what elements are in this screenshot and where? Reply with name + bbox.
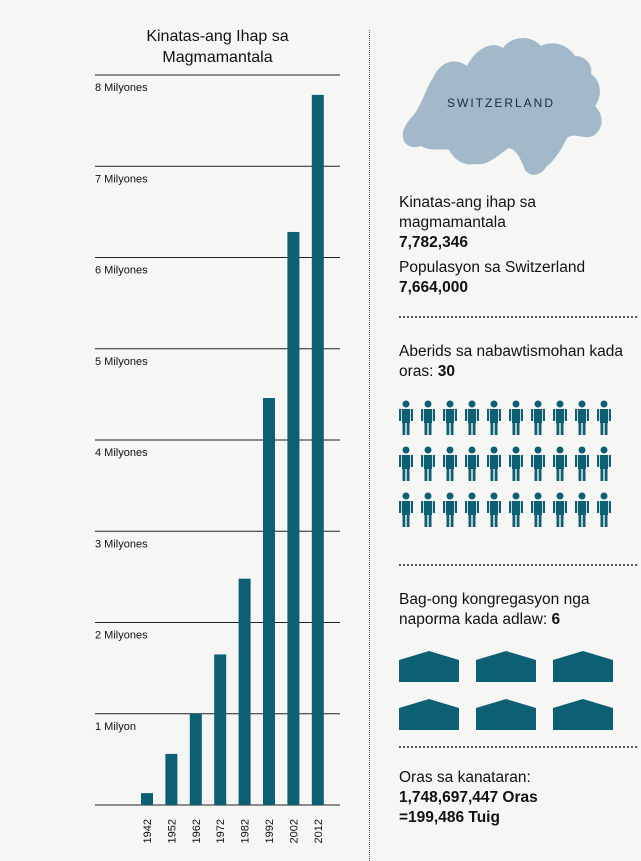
bar <box>312 95 324 805</box>
hours-stat <box>399 768 639 828</box>
y-tick-label: 4 Milyones <box>95 447 148 459</box>
x-tick-label: 1952 <box>166 819 179 844</box>
map-label: SWITZERLAND <box>447 96 556 110</box>
bar <box>239 579 251 805</box>
person-icon <box>465 447 479 482</box>
x-tick-label: 1992 <box>264 819 276 844</box>
bar <box>214 654 226 805</box>
baptized-icons <box>399 400 619 538</box>
person-icon <box>597 401 611 436</box>
vertical-divider <box>369 30 370 861</box>
person-icon <box>399 447 413 482</box>
person-icon <box>421 447 435 482</box>
y-tick-label: 3 Milyones <box>95 538 148 551</box>
baptized-icon-grid <box>399 400 619 538</box>
y-tick-label: 7 Milyones <box>95 173 148 186</box>
stats-panel <box>371 0 641 861</box>
congregations-label: Bag-ong kongregasyon nga naporma kada adlaw: <box>399 591 590 628</box>
bar <box>287 232 299 805</box>
kingdom-hall-icon <box>553 699 613 730</box>
y-tick-label: 8 Milyones <box>95 82 148 94</box>
population-stat <box>399 258 639 298</box>
x-tick-label: 2002 <box>288 819 301 844</box>
person-icon <box>443 493 457 528</box>
person-icon <box>421 493 435 528</box>
peak-value: 7,782,346 <box>399 234 468 251</box>
peak-label: Kinatas-ang ihap sa magmamantala <box>399 194 537 231</box>
person-icon <box>487 493 501 528</box>
x-tick-label: 2012 <box>312 819 325 844</box>
x-tick-label: 1972 <box>215 819 228 844</box>
hours-value: 1,748,697,447 Oras <box>399 789 538 806</box>
bar <box>263 398 275 805</box>
peak-publishers-stat <box>399 193 604 253</box>
y-tick-label: 1 Milyon <box>95 720 136 733</box>
person-icon <box>553 401 567 436</box>
kingdom-hall-icon <box>399 699 459 730</box>
person-icon <box>487 401 501 436</box>
person-icon <box>553 447 567 482</box>
baptized-label: Aberids sa nabawtismohan kada oras: <box>399 343 624 380</box>
congregations-icon-grid <box>399 648 629 749</box>
kingdom-hall-icon <box>476 651 536 682</box>
person-icon <box>487 447 501 482</box>
y-tick-label: 5 Milyones <box>95 355 148 368</box>
divider-3 <box>399 746 637 748</box>
kingdom-hall-icon <box>553 651 613 682</box>
person-icon <box>553 493 567 528</box>
person-icon <box>575 447 589 482</box>
person-icon <box>531 493 545 528</box>
divider-2 <box>399 564 637 566</box>
congregations-value: 6 <box>551 611 561 628</box>
person-icon <box>575 493 589 528</box>
congregations-stat <box>399 590 639 630</box>
person-icon <box>443 447 457 482</box>
person-icon <box>531 447 545 482</box>
person-icon <box>443 401 457 436</box>
y-tick-label: 6 Milyones <box>95 264 148 277</box>
person-icon <box>509 401 523 436</box>
person-icon <box>421 401 435 436</box>
y-tick-label: 2 Milyones <box>95 629 148 642</box>
bar <box>165 754 177 805</box>
person-icon <box>465 401 479 436</box>
x-tick-label: 1982 <box>239 819 252 844</box>
person-icon <box>509 447 523 482</box>
person-icon <box>399 401 413 436</box>
baptized-value: 30 <box>437 363 456 380</box>
person-icon <box>597 447 611 482</box>
person-icon <box>465 493 479 528</box>
baptized-stat <box>399 342 639 382</box>
person-icon <box>509 493 523 528</box>
population-label: Populasyon sa Switzerland <box>399 259 586 276</box>
person-icon <box>531 401 545 436</box>
chart-title: Kinatas-ang Ihap sa Magmamantala <box>146 28 289 66</box>
switzerland-map <box>371 0 641 190</box>
years-value: =199,486 Tuig <box>399 809 500 826</box>
bar <box>141 793 153 805</box>
bar <box>190 714 202 805</box>
person-icon <box>399 493 413 528</box>
hours-label: Oras sa kanataran: <box>399 769 531 786</box>
person-icon <box>575 401 589 436</box>
kingdom-hall-icon <box>399 651 459 682</box>
population-value: 7,664,000 <box>399 279 468 296</box>
person-icon <box>597 493 611 528</box>
congregation-icons <box>399 648 629 744</box>
kingdom-hall-icon <box>476 699 536 730</box>
x-tick-label: 1942 <box>142 819 154 844</box>
divider-1 <box>399 316 637 318</box>
x-tick-label: 1962 <box>190 819 203 844</box>
